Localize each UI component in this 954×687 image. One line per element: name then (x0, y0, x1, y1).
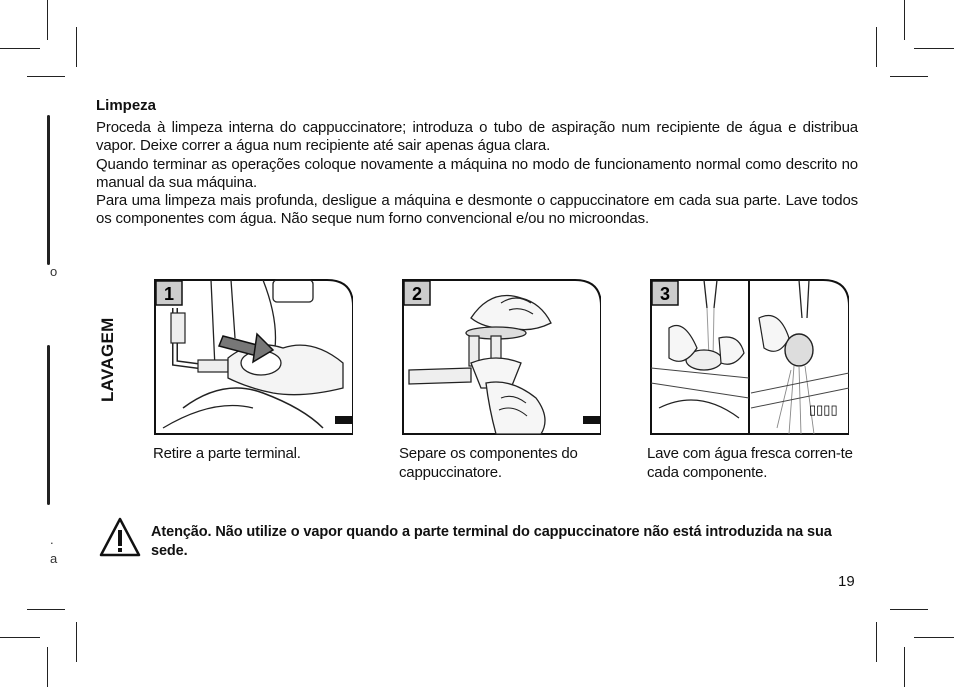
crop-mark-bottom-left-v (76, 622, 77, 662)
crop-mark-top-left-h (0, 48, 40, 49)
warning-text: Atenção. Não utilize o vapor quando a parte terminal do cappuccinatore não está introduzida na sua sede. (151, 524, 832, 559)
step-1-illustration (153, 278, 353, 436)
page-number: 19 (838, 573, 855, 590)
crop-mark-top-left-h2 (27, 76, 65, 77)
crop-mark-top-left-v (47, 0, 48, 40)
paragraph-2: Quando terminar as operações coloque novamente a máquina no modo de funcionamento normal como descrito no manual da sua máquina. (96, 155, 858, 191)
step-1-number: 1 (163, 284, 175, 304)
margin-mark-dot: . (50, 532, 54, 547)
step-2-number: 2 (411, 284, 423, 304)
paragraph-3: Para uma limpeza mais profunda, desligue a máquina e desmonte o cappuccinatore em cada sua parte. Lave todos os componentes com água. Não seque num forno convencional e/ou no microondas. (96, 192, 858, 228)
step-2-illustration (401, 278, 601, 436)
crop-mark-bottom-right-v (876, 622, 877, 662)
step-3-caption: Lave com água fresca corren-te cada componente. (647, 445, 853, 481)
section-heading: Limpeza (96, 97, 157, 114)
crop-mark-bottom-right-h (890, 609, 928, 610)
step-3-illustration (649, 278, 849, 436)
paragraph-1: Proceda à limpeza interna do cappuccinatore; introduza o tubo de aspiração num recipiente de água e distribua vapor. Deixe correr a água num recipiente até sair apenas água clara. (96, 119, 858, 155)
crop-mark-top-right-h2 (890, 76, 928, 77)
crop-mark-bottom-right-h2 (914, 637, 954, 638)
step-3-number: 3 (659, 284, 671, 304)
crop-mark-bottom-left-v2 (47, 647, 48, 687)
margin-bar-upper (47, 115, 50, 265)
crop-mark-bottom-left-h (27, 609, 65, 610)
section-body (96, 119, 858, 229)
margin-mark-a: a (50, 551, 58, 566)
crop-mark-top-right-h (914, 48, 954, 49)
crop-mark-bottom-right-v2 (904, 647, 905, 687)
crop-mark-top-right-v (904, 0, 905, 40)
step-1-caption: Retire a parte terminal. (153, 445, 301, 462)
margin-mark-o: o (50, 264, 58, 279)
crop-mark-bottom-left-h2 (0, 637, 40, 638)
side-label-lavagem: LAVAGEM (98, 317, 117, 402)
crop-mark-top-left-v2 (76, 27, 77, 67)
step-2-caption: Separe os componentes do cappuccinatore. (399, 445, 578, 481)
warning-icon (98, 516, 142, 558)
svg-text:▯▯▯▯: ▯▯▯▯ (809, 402, 838, 417)
crop-mark-top-right-v2 (876, 27, 877, 67)
margin-bar-lower (47, 345, 50, 505)
